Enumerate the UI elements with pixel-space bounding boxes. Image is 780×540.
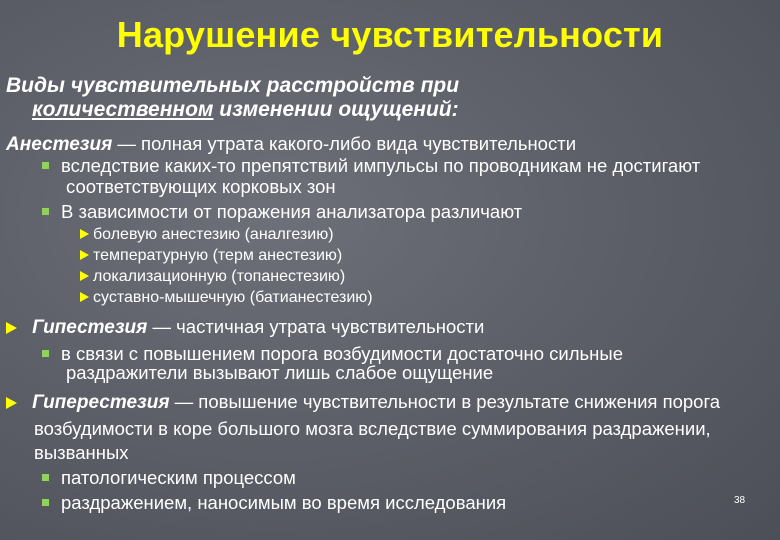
hypesthesia-term: Гипестезия bbox=[32, 317, 148, 338]
subheading-line1: Виды чувствительных расстройств при bbox=[6, 74, 460, 97]
hypesthesia-bullet-line2: раздражители вызывают лишь слабое ощущение bbox=[66, 362, 494, 383]
hypesthesia-definition-text: — частичная утрата чувствительности bbox=[147, 316, 485, 337]
slide-title: Нарушение чувствительности bbox=[116, 14, 664, 55]
subitem-text: локализационную (топанестезию) bbox=[93, 268, 346, 285]
hyperesthesia-term: Гиперестезия bbox=[32, 392, 170, 413]
subitem-batianesthesia bbox=[80, 287, 373, 308]
subitem-analgesia bbox=[80, 224, 334, 245]
page-number: 38 bbox=[734, 495, 746, 506]
triangle-bullet-icon bbox=[6, 322, 17, 334]
subitem-text: температурную (терм анестезию) bbox=[93, 247, 343, 264]
hyperesthesia-line3: вызванных bbox=[34, 442, 129, 463]
square-bullet-icon bbox=[42, 474, 49, 481]
triangle-bullet-icon bbox=[80, 250, 89, 260]
anesthesia-bullet-2-text: В зависимости от поражения анализатора различают bbox=[61, 201, 523, 222]
hypesthesia-definition bbox=[6, 316, 484, 339]
square-bullet-icon bbox=[42, 350, 49, 357]
hyperesthesia-definition-text: — повышение чувствительности в результате снижения порога bbox=[169, 391, 721, 412]
triangle-bullet-icon bbox=[80, 229, 89, 239]
square-bullet-icon bbox=[42, 208, 49, 215]
subitem-text: болевую анестезию (аналгезию) bbox=[93, 226, 334, 243]
hyperesthesia-bullet-2 bbox=[42, 492, 506, 514]
hyperesthesia-bullet-1 bbox=[42, 467, 296, 489]
hyperesthesia-definition bbox=[6, 391, 720, 414]
square-bullet-icon bbox=[42, 162, 49, 169]
subitem-topanesthesia bbox=[80, 266, 345, 287]
triangle-bullet-icon bbox=[6, 397, 17, 409]
triangle-bullet-icon bbox=[80, 271, 89, 281]
subheading-underlined-word: количественном bbox=[32, 98, 214, 121]
hyperesthesia-bullet-1-text: патологическим процессом bbox=[61, 467, 296, 488]
anesthesia-bullet-1-line2: соответствующих корковых зон bbox=[66, 176, 336, 197]
anesthesia-term: Анестезия bbox=[6, 134, 113, 155]
triangle-bullet-icon bbox=[80, 292, 89, 302]
anesthesia-bullet-1 bbox=[42, 155, 700, 177]
hyperesthesia-line2: возбудимости в коре большого мозга вследствие суммирования раздражении, bbox=[34, 418, 711, 439]
anesthesia-definition-text: — полная утрата какого-либо вида чувствительности bbox=[112, 133, 577, 154]
anesthesia-bullet-2 bbox=[42, 201, 522, 223]
subheading-line2 bbox=[6, 98, 766, 122]
subitem-thermanesthesia bbox=[80, 245, 342, 266]
hypesthesia-bullet-line1: в связи с повышением порога возбудимости достаточно сильные bbox=[61, 343, 623, 364]
subheading-line2-rest: изменении ощущений: bbox=[213, 98, 459, 121]
subitem-text: суставно-мышечную (батианестезию) bbox=[93, 289, 373, 306]
subheading bbox=[6, 74, 766, 122]
hyperesthesia-bullet-2-text: раздражением, наносимым во время исследования bbox=[61, 492, 507, 513]
anesthesia-definition bbox=[6, 133, 576, 156]
square-bullet-icon bbox=[42, 499, 49, 506]
anesthesia-bullet-1-line1: вследствие каких-то препятствий импульсы по проводникам не достигают bbox=[61, 155, 701, 176]
